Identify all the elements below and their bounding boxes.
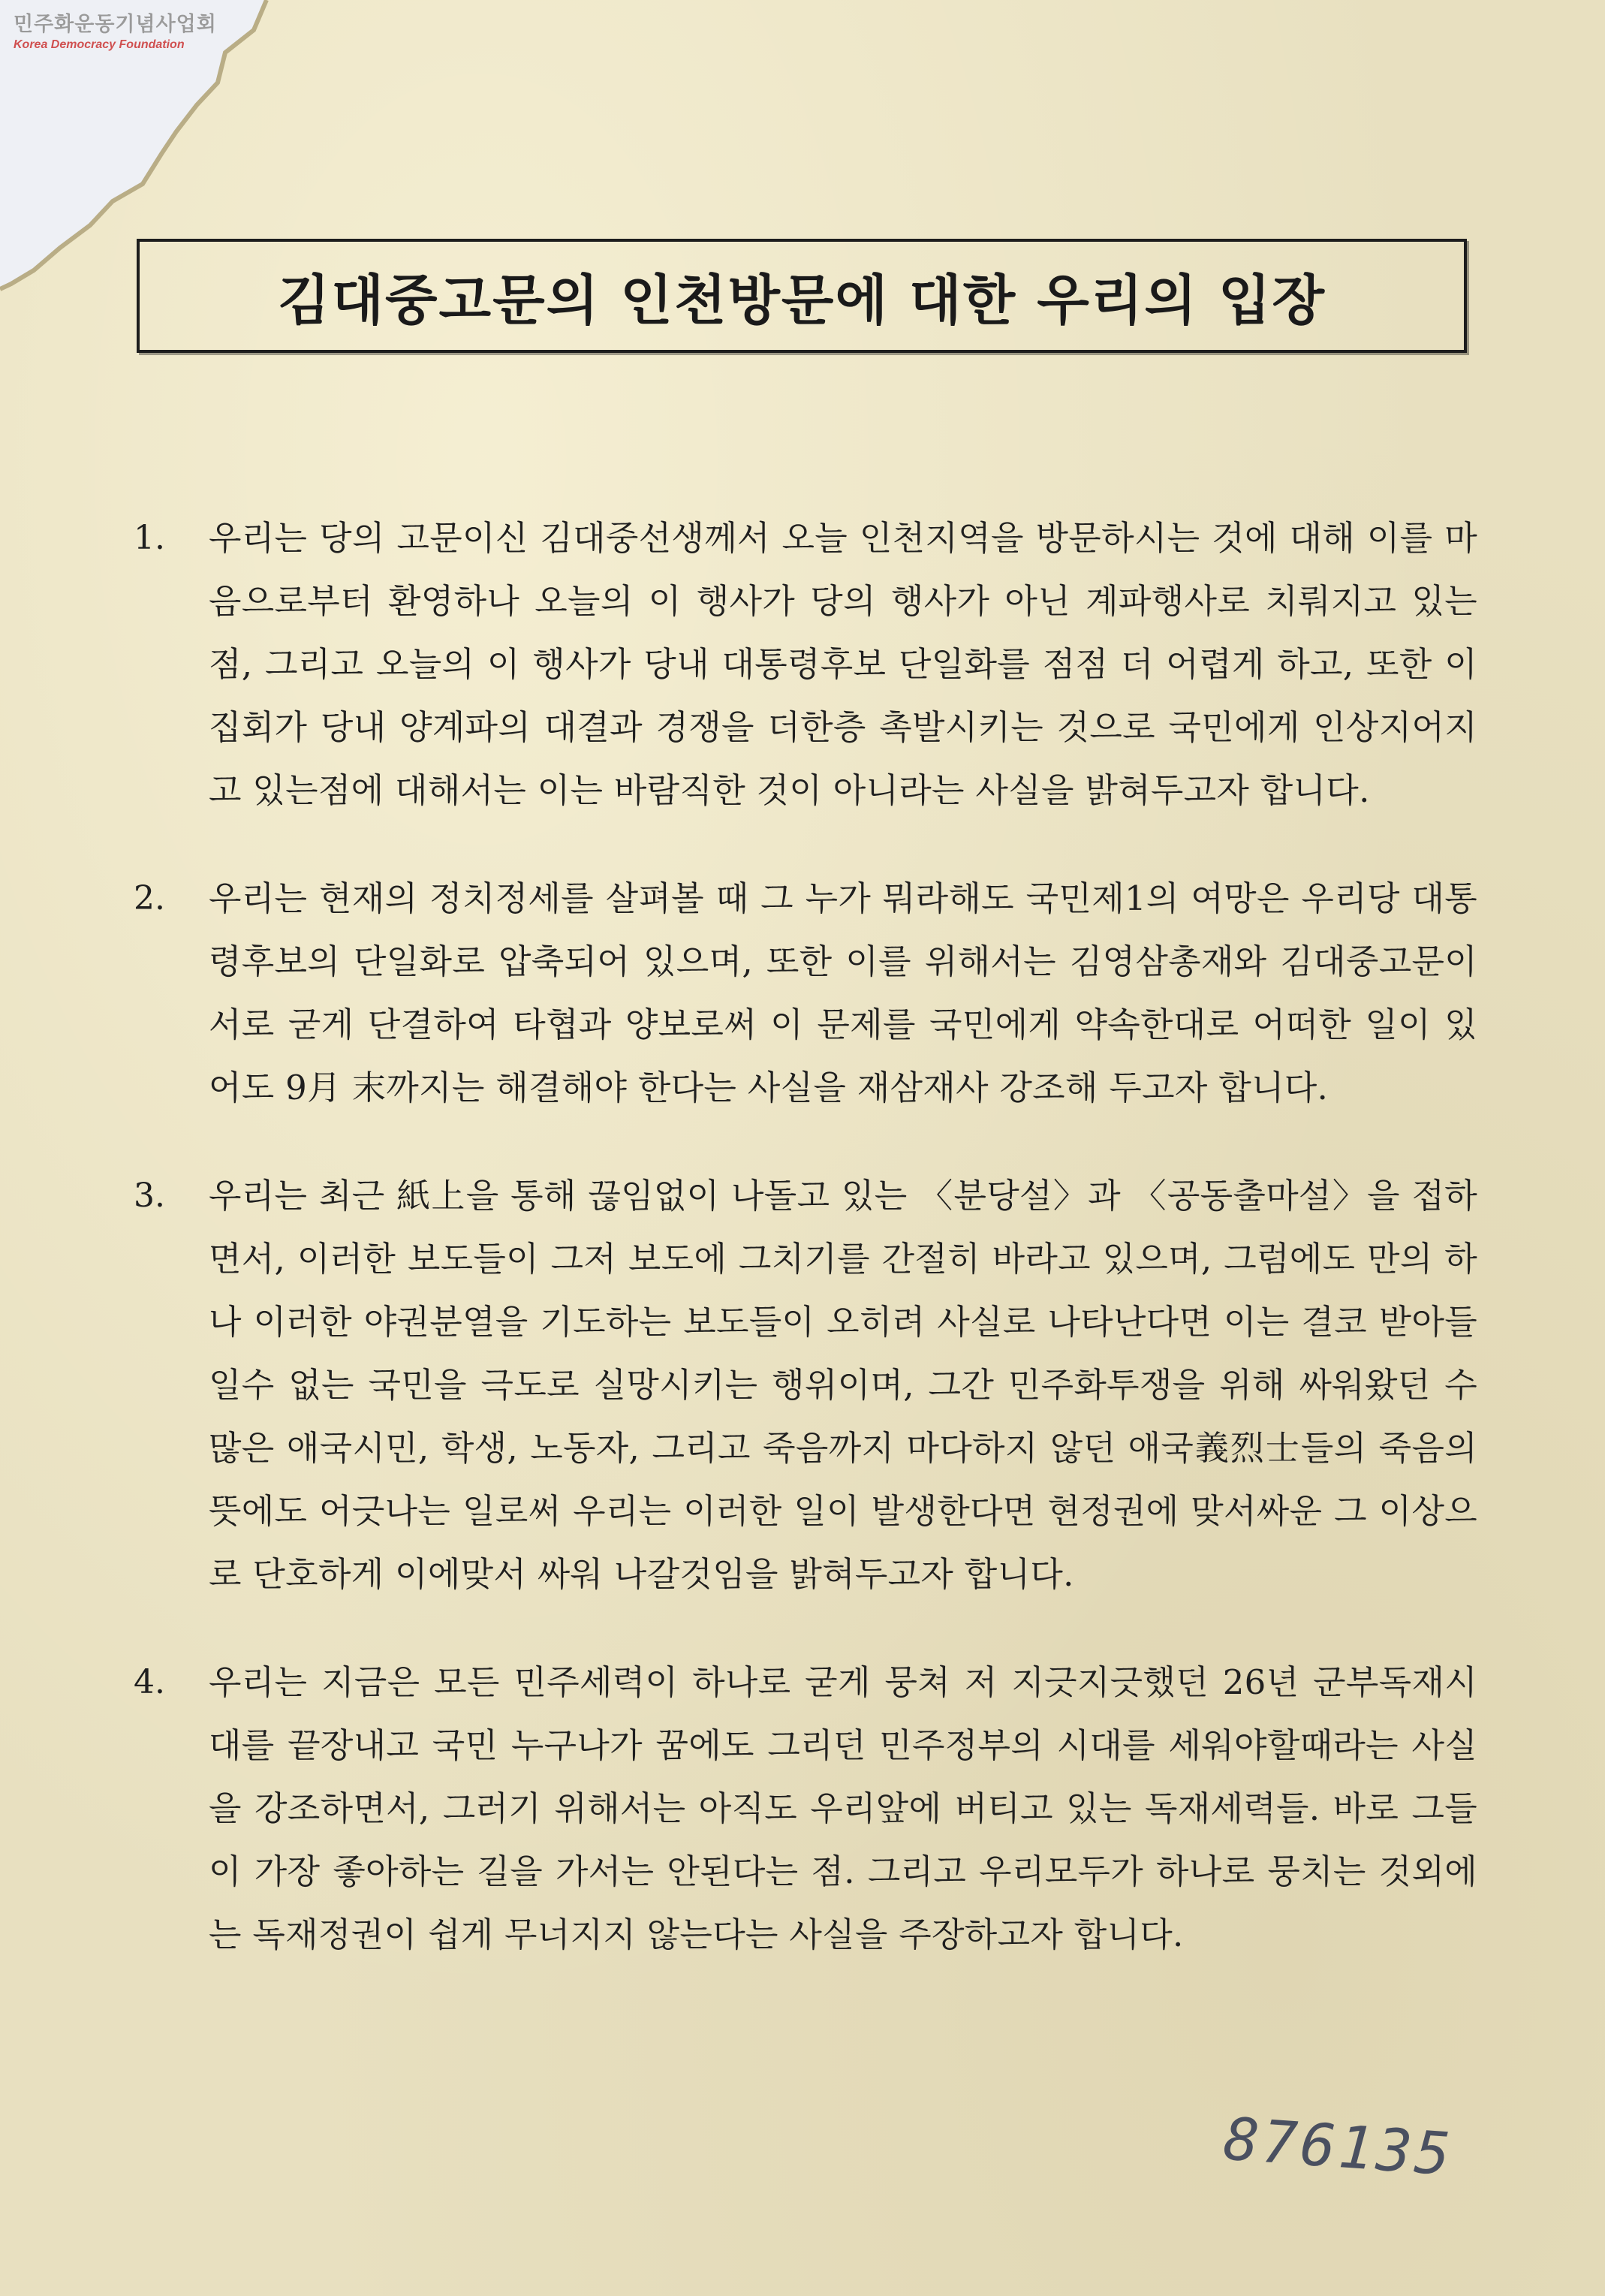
- list-item: [134, 867, 1477, 1119]
- watermark: [14, 8, 231, 52]
- statement-list: [134, 507, 1477, 2011]
- item-number: 4.: [134, 1663, 165, 1701]
- list-item: [134, 507, 1477, 822]
- item-text: 우리는 당의 고문이신 김대중선생께서 오늘 인천지역을 방문하시는 것에 대해 이를 마음으로부터 환영하나 오늘의 이 행사가 당의 행사가 아닌 계파행사로 치뤄지고 있는점, 그리고 오늘의 이 행사가 당내 대통령후보 단일화를 점점 더 어렵게 하고, 또한 이 집회가 당내 양계파의 대결과 경쟁을 더한층 촉발시키는 것으로 국민에게 인상지어지고 있는점에 대해서는 이는 바람직한 것이 아니라는 사실을 밝혀두고자 합니다.: [209, 518, 1477, 810]
- document-title: 김대중고문의 인천방문에 대한 우리의 입장: [277, 269, 1326, 332]
- handwritten-archive-number: 876135: [1221, 2105, 1456, 2189]
- item-text: 우리는 최근 紙上을 통해 끊임없이 나돌고 있는 〈분당설〉과 〈공동출마설〉을 접하면서, 이러한 보도들이 그저 보도에 그치기를 간절히 바라고 있으며, 그럼에도 만의 하나 이러한 야권분열을 기도하는 보도들이 오히려 사실로 나타난다면 이는 결코 받아들일수 없는 국민을 극도로 실망시키는 행위이며, 그간 민주화투쟁을 위해 싸워왔던 수많은 애국시민, 학생, 노동자, 그리고 죽음까지 마다하지 않던 애국義烈士들의 죽음의 뜻에도 어긋나는 일로써 우리는 이러한 일이 발생한다면 현정권에 맞서싸운 그 이상으로 단호하게 이에맞서 싸워 나갈것임을 밝혀두고자 합니다.: [209, 1176, 1477, 1594]
- item-text: 우리는 현재의 정치정세를 살펴볼 때 그 누가 뭐라해도 국민제1의 여망은 우리당 대통령후보의 단일화로 압축되어 있으며, 또한 이를 위해서는 김영삼총재와 김대중고문이 서로 굳게 단결하여 타협과 양보로써 이 문제를 국민에게 약속한대로 어떠한 일이 있어도 9月 末까지는 해결해야 한다는 사실을 재삼재사 강조해 두고자 합니다.: [209, 878, 1478, 1107]
- item-number: 2.: [134, 879, 165, 917]
- watermark-english: Korea Democracy Foundation: [14, 38, 185, 51]
- item-text: 우리는 지금은 모든 민주세력이 하나로 굳게 뭉쳐 저 지긋지긋했던 26년 군부독재시대를 끝장내고 국민 누구나가 꿈에도 그리던 민주정부의 시대를 세워야할때라는 사실을 강조하면서, 그러기 위해서는 아직도 우리앞에 버티고 있는 독재세력들. 바로 그들이 가장 좋아하는 길을 가서는 안된다는 점. 그리고 우리모두가 하나로 뭉치는 것외에는 독재정권이 쉽게 무너지지 않는다는 사실을 주장하고자 합니다.: [209, 1662, 1477, 1954]
- item-number: 3.: [134, 1177, 165, 1215]
- list-item: [134, 1651, 1477, 1966]
- watermark-korean: 민주화운동기념사업회: [14, 13, 217, 36]
- title-box: [137, 239, 1467, 353]
- list-item: [134, 1165, 1477, 1606]
- item-number: 1.: [134, 519, 165, 557]
